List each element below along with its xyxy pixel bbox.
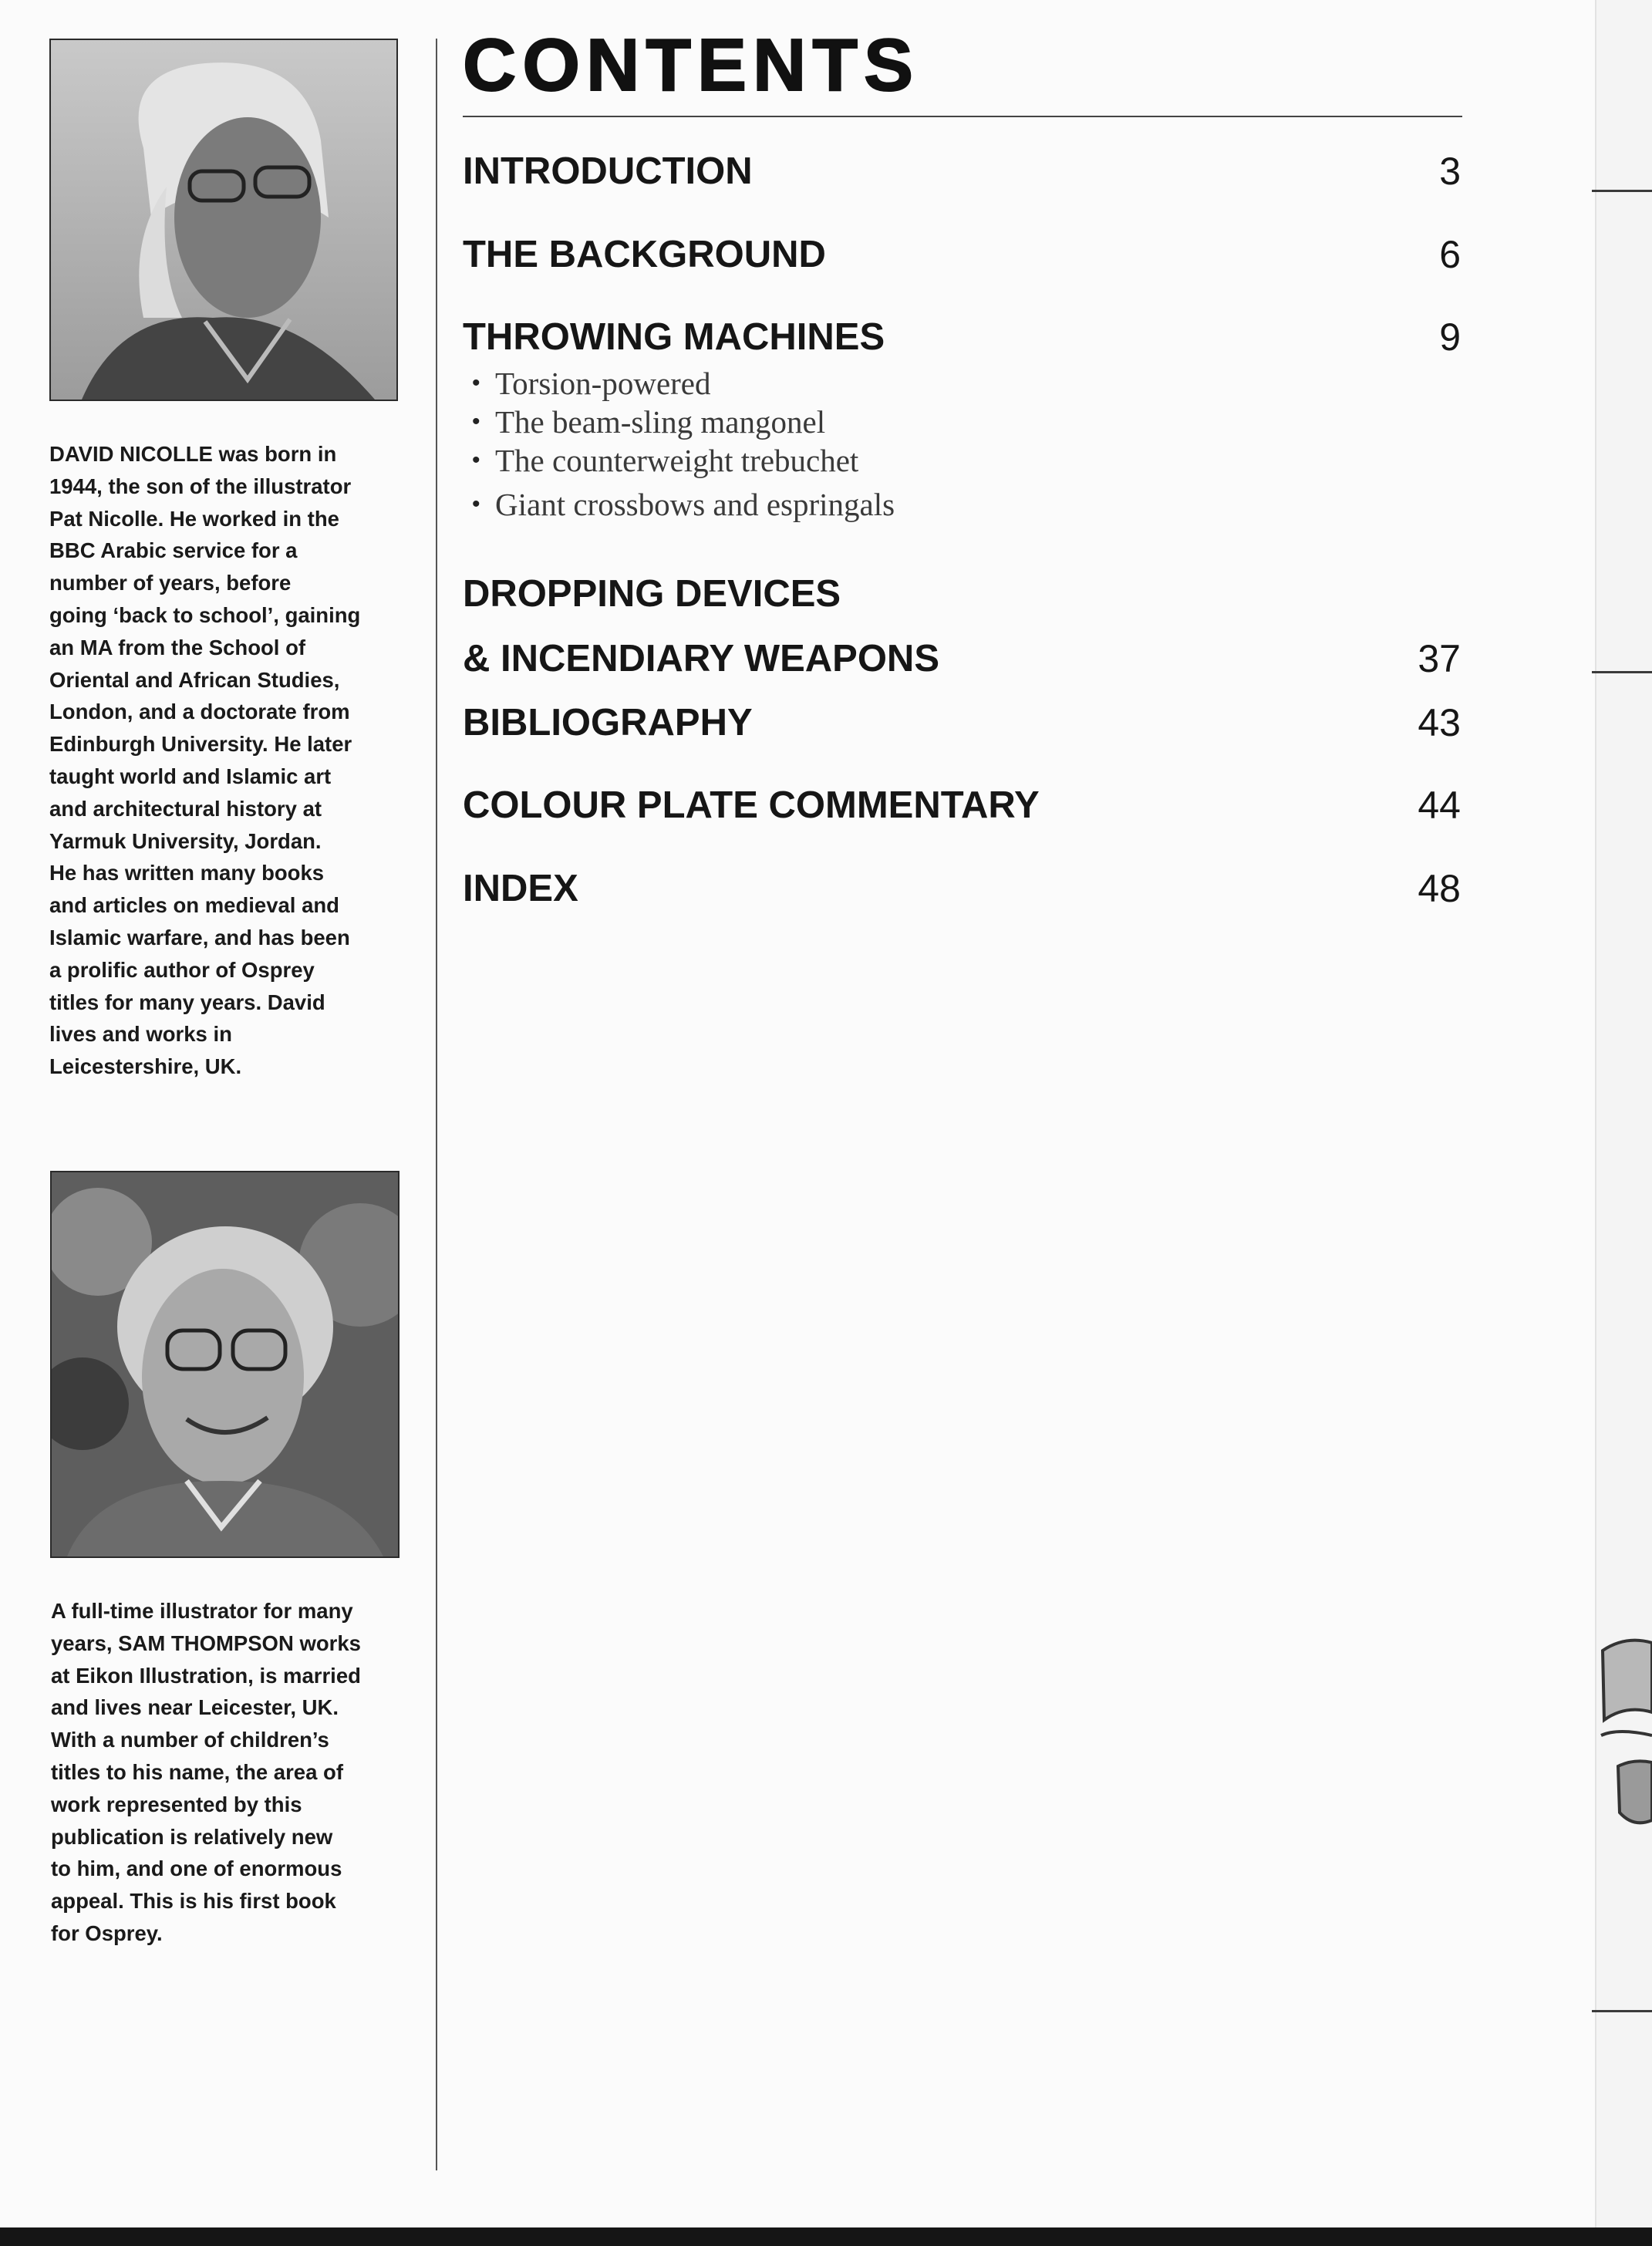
toc-entry-dropping-devices[interactable]: [463, 562, 1462, 691]
toc-entry-label: BIBLIOGRAPHY: [463, 702, 753, 744]
toc-entry-index[interactable]: [463, 856, 1462, 921]
toc-entry-label: THE BACKGROUND: [463, 234, 826, 275]
author-bio: DAVID NICOLLE was born in 1944, the son of the illustrator Pat Nicolle. He worked in the BBC Arabic service for a number of years, before going ‘back to school’, gaining an MA from the School of Oriental and African Studies, London, and a doctorate from Edinburgh University. He later taught world and Islamic art and architectural history at Yarmuk University, Jordan. He has written many books and articles on medieval and Islamic warfare, and has been a prolific author of Osprey titles for many years. David lives and works in Leicestershire, UK.: [49, 442, 361, 1079]
toc-entry-label: DROPPING DEVICES: [463, 573, 841, 615]
toc-entry-throwing-machines[interactable]: [463, 305, 1462, 369]
facing-page-rule: [1592, 2010, 1652, 2012]
toc-entry-bibliography[interactable]: [463, 690, 1462, 755]
toc-entry-label: INTRODUCTION: [463, 150, 753, 192]
bullet-icon: •: [472, 370, 480, 396]
toc-entry-label: THROWING MACHINES: [463, 316, 885, 358]
toc-subentry[interactable]: [472, 441, 895, 480]
contents-title: CONTENTS: [463, 24, 919, 106]
toc-entry-page: 3: [1439, 150, 1461, 193]
facing-page-rule: [1592, 671, 1652, 673]
facing-page-sketch: [1595, 1620, 1652, 1855]
toc-entry-colour-plate-commentary[interactable]: [463, 773, 1462, 838]
illustrator-bio: A full-time illustrator for many years, SAM THOMPSON works at Eikon Illustration, is married and lives near Leicester, UK. With a number of children’s titles to his name, the area of work represented by this publication is relatively new to him, and one of enormous appeal. This is his first book for Osprey.: [51, 1599, 361, 1945]
bullet-icon: •: [472, 447, 480, 473]
toc-subentry[interactable]: [472, 485, 895, 524]
toc-entry-introduction[interactable]: [463, 139, 1462, 204]
column-divider: [436, 39, 437, 2170]
toc-entry-page: 43: [1418, 701, 1461, 744]
toc-subentry-label: Torsion-powered: [495, 366, 711, 401]
toc-entry-background[interactable]: [463, 222, 1462, 287]
toc-entry-label: & INCENDIARY WEAPONS: [463, 638, 940, 680]
scan-bottom-edge: [0, 2227, 1652, 2246]
toc-subentry[interactable]: [472, 403, 895, 441]
bullet-icon: •: [472, 491, 480, 517]
throwing-machines-subentries: [472, 364, 895, 524]
toc-entry-page: 6: [1439, 233, 1461, 276]
facing-page-edge: [1595, 0, 1652, 2227]
toc-entry-page: 44: [1418, 784, 1461, 827]
facing-page-rule: [1592, 190, 1652, 192]
title-rule: [463, 116, 1462, 117]
author-photo: [49, 39, 398, 401]
toc-subentry-label: The beam-sling mangonel: [495, 404, 826, 440]
illustrator-photo: [50, 1171, 400, 1558]
toc-subentry[interactable]: [472, 364, 895, 403]
toc-entry-label: INDEX: [463, 868, 578, 909]
toc-entry-page: 9: [1439, 315, 1461, 359]
toc-entry-page: 48: [1418, 867, 1461, 910]
toc-entry-label: COLOUR PLATE COMMENTARY: [463, 784, 1040, 826]
toc-subentry-label: The counterweight trebuchet: [495, 443, 859, 478]
toc-entry-page: 37: [1418, 637, 1461, 680]
bullet-icon: •: [472, 409, 480, 434]
toc-subentry-label: Giant crossbows and espringals: [495, 487, 895, 522]
